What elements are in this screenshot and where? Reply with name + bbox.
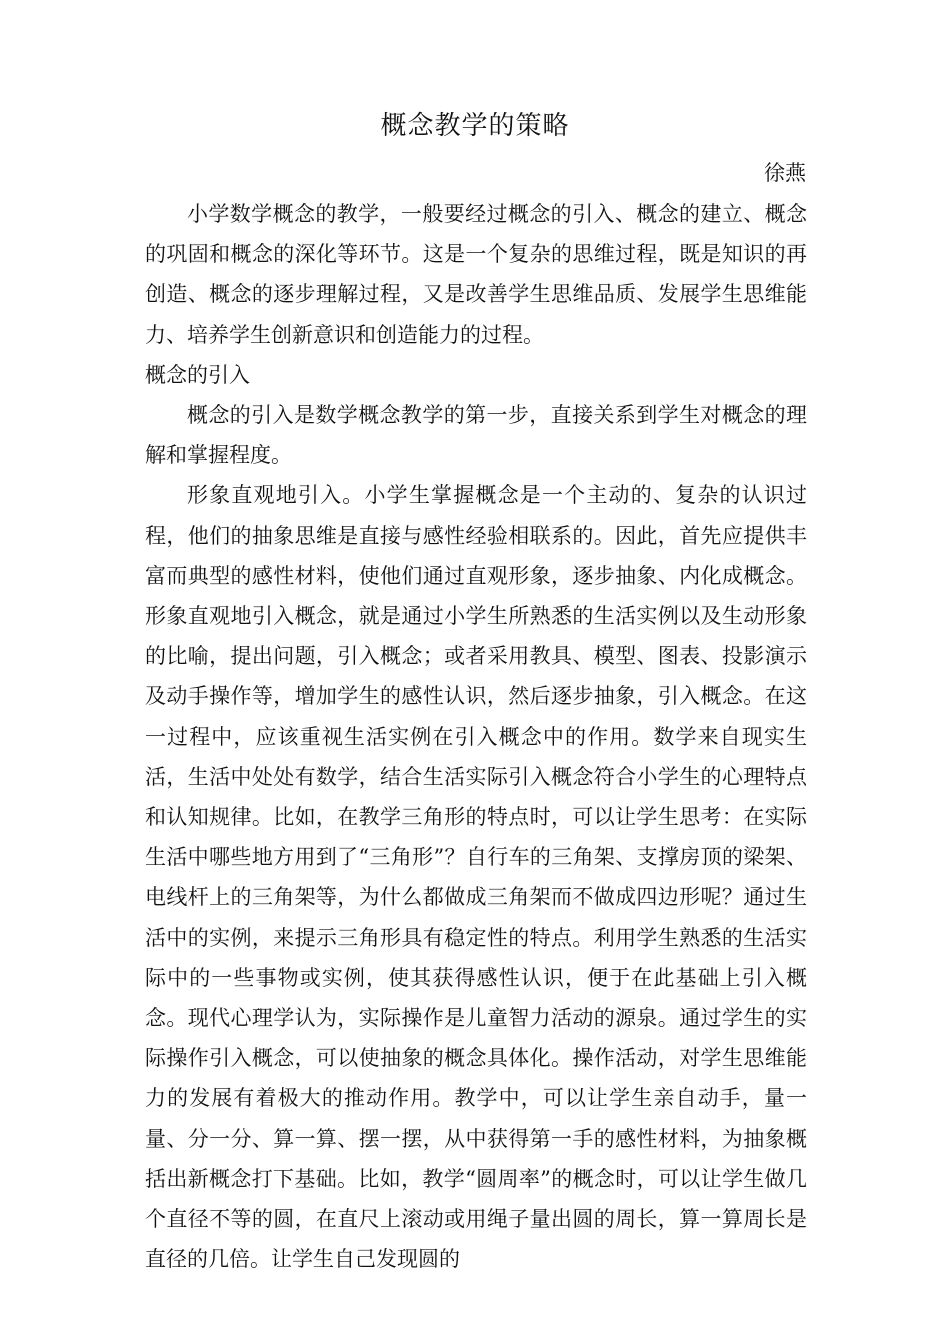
author-name: 徐燕 — [764, 161, 806, 185]
document-title: 概念教学的策略 — [380, 111, 570, 141]
intro-paragraph: 小学数学概念的教学，一般要经过概念的引入、概念的建立、概念的巩固和概念的深化等环节。这是一个复杂的思维过程，既是知识的再创造、概念的逐步理解过程，又是改善学生思维品质、发展学生思维能力、培养学生创新意识和创造能力的过程。 — [145, 202, 807, 347]
document-body — [145, 194, 807, 1279]
body-paragraph: 概念的引入是数学概念教学的第一步，直接关系到学生对概念的理解和掌握程度。 — [145, 403, 807, 468]
section-heading: 概念的引入 — [145, 362, 250, 387]
body-paragraph: 形象直观地引入。小学生掌握概念是一个主动的、复杂的认识过程，他们的抽象思维是直接与感性经验相联系的。因此，首先应提供丰富而典型的感性材料，使他们通过直观形象，逐步抽象、内化成概念。形象直观地引入概念，就是通过小学生所熟悉的生活实例以及生动形象的比喻，提出问题，引入概念；或者采用教具、模型、图表、投影演示及动手操作等，增加学生的感性认识，然后逐步抽象，引入概念。在这一过程中，应该重视生活实例在引入概念中的作用。数学来自现实生活，生活中处处有数学，结合生活实际引入概念符合小学生的心理特点和认知规律。比如，在教学三角形的特点时，可以让学生思考：在实际生活中哪些地方用到了“三角形”？自行车的三角架、支撑房顶的梁架、电线杆上的三角架等，为什么都做成三角架而不做成四边形呢？通过生活中的实例，来提示三角形具有稳定性的特点。利用学生熟悉的生活实际中的一些事物或实例，使其获得感性认识，便于在此基础上引入概念。现代心理学认为，实际操作是儿童智力活动的源泉。通过学生的实际操作引入概念，可以使抽象的概念具体化。操作活动，对学生思维能力的发展有着极大的推动作用。教学中，可以让学生亲自动手，量一量、分一分、算一算、摆一摆，从中获得第一手的感性材料，为抽象概括出新概念打下基础。比如，教学“圆周率”的概念时，可以让学生做几个直径不等的圆，在直尺上滚动或用绳子量出圆的周长，算一算周长是直径的几倍。让学生自己发现圆的 — [145, 483, 807, 1272]
